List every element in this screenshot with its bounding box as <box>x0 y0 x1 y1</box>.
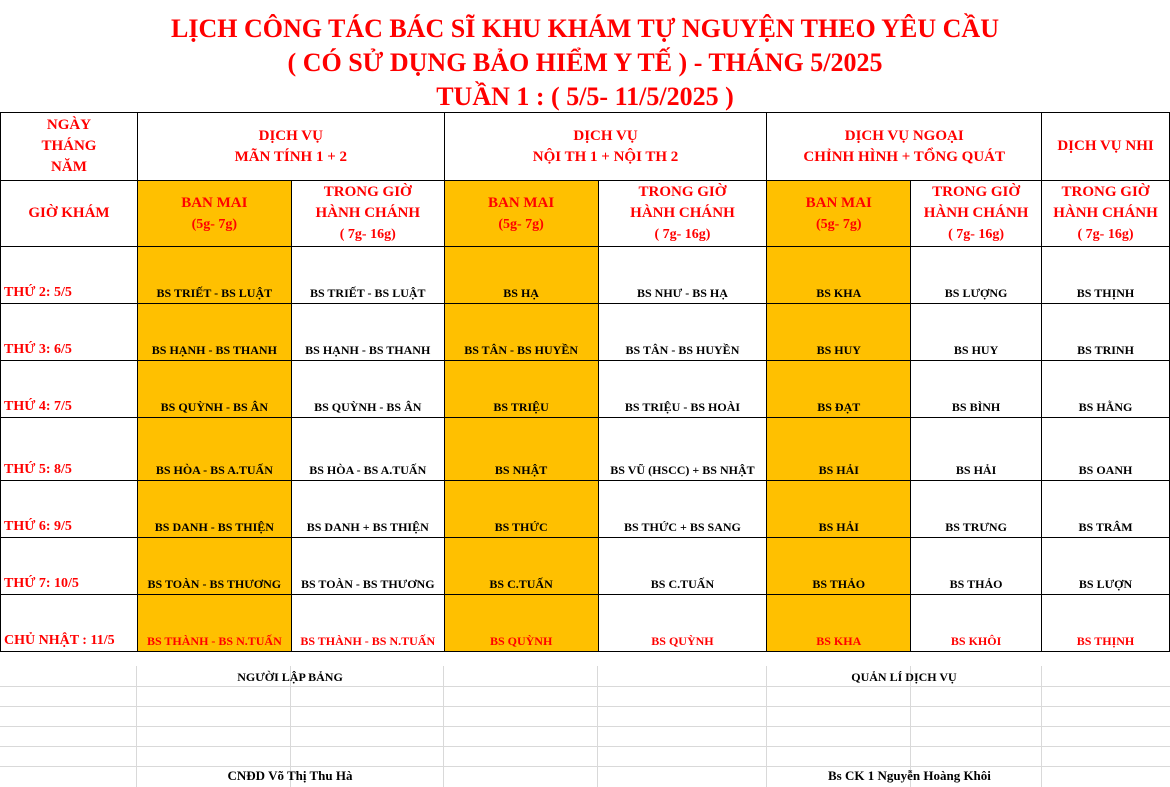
gridline <box>0 746 1170 747</box>
shift-office-header <box>291 181 444 247</box>
shift-line: BAN MAI <box>181 194 248 211</box>
day-label: THỨ 3: 6/5 <box>1 304 138 361</box>
gridline <box>443 666 444 787</box>
schedule-cell: BS QUỲNH <box>598 595 767 652</box>
table-row <box>1 304 1170 361</box>
schedule-cell: BS TOÀN - BS THƯƠNG <box>137 538 291 595</box>
gridline <box>0 766 1170 767</box>
schedule-cell: BS HUY <box>911 304 1042 361</box>
table-row <box>1 361 1170 418</box>
schedule-cell: BS KHÔI <box>911 595 1042 652</box>
shift-line: ( 7g- 16g) <box>948 227 1005 242</box>
table-row <box>1 538 1170 595</box>
schedule-cell: BS ĐẠT <box>767 361 911 418</box>
shift-line: TRONG GIỜ <box>323 184 412 200</box>
group-header-line: DỊCH VỤ NHI <box>1057 138 1154 154</box>
title-line-3: TUẦN 1 : ( 5/5- 11/5/2025 ) <box>436 82 734 111</box>
schedule-cell: BS THỨC + BS SANG <box>598 481 767 538</box>
preparer-name: CNĐD Võ Thị Thu Hà <box>227 768 353 783</box>
shift-line: HÀNH CHÁNH <box>1053 205 1158 221</box>
shift-office-header <box>1042 181 1170 247</box>
date-column-header <box>1 113 138 181</box>
schedule-cell: BS VŨ (HSCC) + BS NHẬT <box>598 418 767 481</box>
schedule-cell: BS NHƯ - BS HẠ <box>598 247 767 304</box>
schedule-cell: BS THỊNH <box>1042 247 1170 304</box>
shift-line: BAN MAI <box>805 194 872 211</box>
schedule-cell: BS TRIẾT - BS LUẬT <box>137 247 291 304</box>
group-header-surgery <box>767 113 1042 181</box>
shift-line: (5g- 7g) <box>816 216 862 232</box>
gridline <box>0 706 1170 707</box>
schedule-cell: BS THÀNH - BS N.TUẤN <box>137 595 291 652</box>
schedule-cell: BS HÒA - BS A.TUẤN <box>137 418 291 481</box>
schedule-cell: BS HẰNG <box>1042 361 1170 418</box>
shift-line: BAN MAI <box>487 194 555 211</box>
schedule-cell: BS QUỲNH <box>444 595 598 652</box>
schedule-cell: BS KHA <box>767 595 911 652</box>
group-header-line: DỊCH VỤ <box>258 127 323 144</box>
time-column-header: GIỜ KHÁM <box>1 181 138 247</box>
schedule-cell: BS TRINH <box>1042 304 1170 361</box>
table-row <box>1 418 1170 481</box>
shift-line: HÀNH CHÁNH <box>630 205 735 221</box>
schedule-cell: BS C.TUẤN <box>444 538 598 595</box>
shift-line: ( 7g- 16g) <box>1077 227 1134 242</box>
group-header-line: DỊCH VỤ <box>573 127 638 144</box>
group-header-line: DỊCH VỤ NGOẠI <box>844 127 964 144</box>
schedule-cell: BS HÒA - BS A.TUẤN <box>291 418 444 481</box>
preparer-role: NGƯỜI LẬP BẢNG <box>237 670 343 684</box>
schedule-cell: BS TRÂM <box>1042 481 1170 538</box>
shift-line: ( 7g- 16g) <box>339 227 396 242</box>
schedule-cell: BS BÌNH <box>911 361 1042 418</box>
day-label: THỨ 2: 5/5 <box>1 247 138 304</box>
day-label: THỨ 7: 10/5 <box>1 538 138 595</box>
shift-line: HÀNH CHÁNH <box>923 205 1029 221</box>
schedule-cell: BS HẢI <box>911 418 1042 481</box>
shift-line: TRONG GIỜ <box>1061 184 1150 200</box>
schedule-cell: BS HUY <box>767 304 911 361</box>
day-label: THỨ 5: 8/5 <box>1 418 138 481</box>
group-header-line: MÃN TÍNH 1 + 2 <box>234 148 348 165</box>
schedule-cell: BS HẠNH - BS THANH <box>291 304 444 361</box>
schedule-cell: BS HẠNH - BS THANH <box>137 304 291 361</box>
schedule-cell: BS C.TUẤN <box>598 538 767 595</box>
table-row <box>1 595 1170 652</box>
shift-line: (5g- 7g) <box>191 216 238 232</box>
shift-line: TRONG GIỜ <box>932 184 1021 200</box>
shift-line: ( 7g- 16g) <box>654 227 711 242</box>
shift-office-header <box>598 181 767 247</box>
shift-line: TRONG GIỜ <box>638 184 727 200</box>
schedule-cell: BS QUỲNH - BS ÂN <box>137 361 291 418</box>
table-row <box>1 481 1170 538</box>
title-line-2: ( CÓ SỬ DỤNG BẢO HIỂM Y TẾ ) - THÁNG 5/2025 <box>287 48 883 77</box>
schedule-cell: BS LƯỢNG <box>911 247 1042 304</box>
schedule-cell: BS DANH - BS THIỆN <box>137 481 291 538</box>
schedule-cell: BS TOÀN - BS THƯƠNG <box>291 538 444 595</box>
group-header-line: CHỈNH HÌNH + TỔNG QUÁT <box>803 148 1006 165</box>
shift-line: (5g- 7g) <box>498 216 544 232</box>
schedule-cell: BS LƯỢN <box>1042 538 1170 595</box>
schedule-table <box>0 112 1170 652</box>
day-label: THỨ 4: 7/5 <box>1 361 138 418</box>
shift-morning-header <box>444 181 598 247</box>
schedule-cell: BS TÂN - BS HUYỀN <box>598 304 767 361</box>
shift-line: HÀNH CHÁNH <box>315 205 421 221</box>
schedule-cell: BS THẢO <box>767 538 911 595</box>
table-row <box>1 247 1170 304</box>
schedule-cell: BS QUỲNH - BS ÂN <box>291 361 444 418</box>
day-label: THỨ 6: 9/5 <box>1 481 138 538</box>
schedule-cell: BS HẢI <box>767 481 911 538</box>
schedule-cell: BS NHẬT <box>444 418 598 481</box>
day-label: CHỦ NHẬT : 11/5 <box>1 595 138 652</box>
schedule-cell: BS DANH + BS THIỆN <box>291 481 444 538</box>
shift-morning-header <box>767 181 911 247</box>
schedule-cell: BS THẢO <box>911 538 1042 595</box>
schedule-cell: BS THỊNH <box>1042 595 1170 652</box>
title-line-1: LỊCH CÔNG TÁC BÁC SĨ KHU KHÁM TỰ NGUYỆN THEO YÊU CẦU <box>170 14 999 43</box>
schedule-cell: BS TRIẾT - BS LUẬT <box>291 247 444 304</box>
schedule-cell: BS TRƯNG <box>911 481 1042 538</box>
shift-morning-header <box>137 181 291 247</box>
group-header-internal <box>444 113 767 181</box>
date-header-line: THÁNG <box>41 138 97 154</box>
gridline <box>0 726 1170 727</box>
gridline <box>0 686 1170 687</box>
group-header-pediatrics <box>1042 113 1170 181</box>
manager-name: Bs CK 1 Nguyễn Hoàng Khôi <box>828 768 991 783</box>
gridline <box>597 666 598 787</box>
shift-office-header <box>911 181 1042 247</box>
schedule-cell: BS HẢI <box>767 418 911 481</box>
date-header-line: NGÀY <box>46 117 92 133</box>
schedule-cell: BS TRIỆU - BS HOÀI <box>598 361 767 418</box>
schedule-cell: BS THỨC <box>444 481 598 538</box>
schedule-cell: BS TRIỆU <box>444 361 598 418</box>
date-header-line: NĂM <box>51 159 87 175</box>
schedule-cell: BS KHA <box>767 247 911 304</box>
schedule-cell: BS OANH <box>1042 418 1170 481</box>
schedule-cell: BS TÂN - BS HUYỀN <box>444 304 598 361</box>
schedule-cell: BS THÀNH - BS N.TUẤN <box>291 595 444 652</box>
schedule-cell: BS HẠ <box>444 247 598 304</box>
group-header-chronic <box>137 113 444 181</box>
manager-role: QUẢN LÍ DỊCH VỤ <box>851 670 957 684</box>
group-header-line: NỘI TH 1 + NỘI TH 2 <box>532 148 679 165</box>
